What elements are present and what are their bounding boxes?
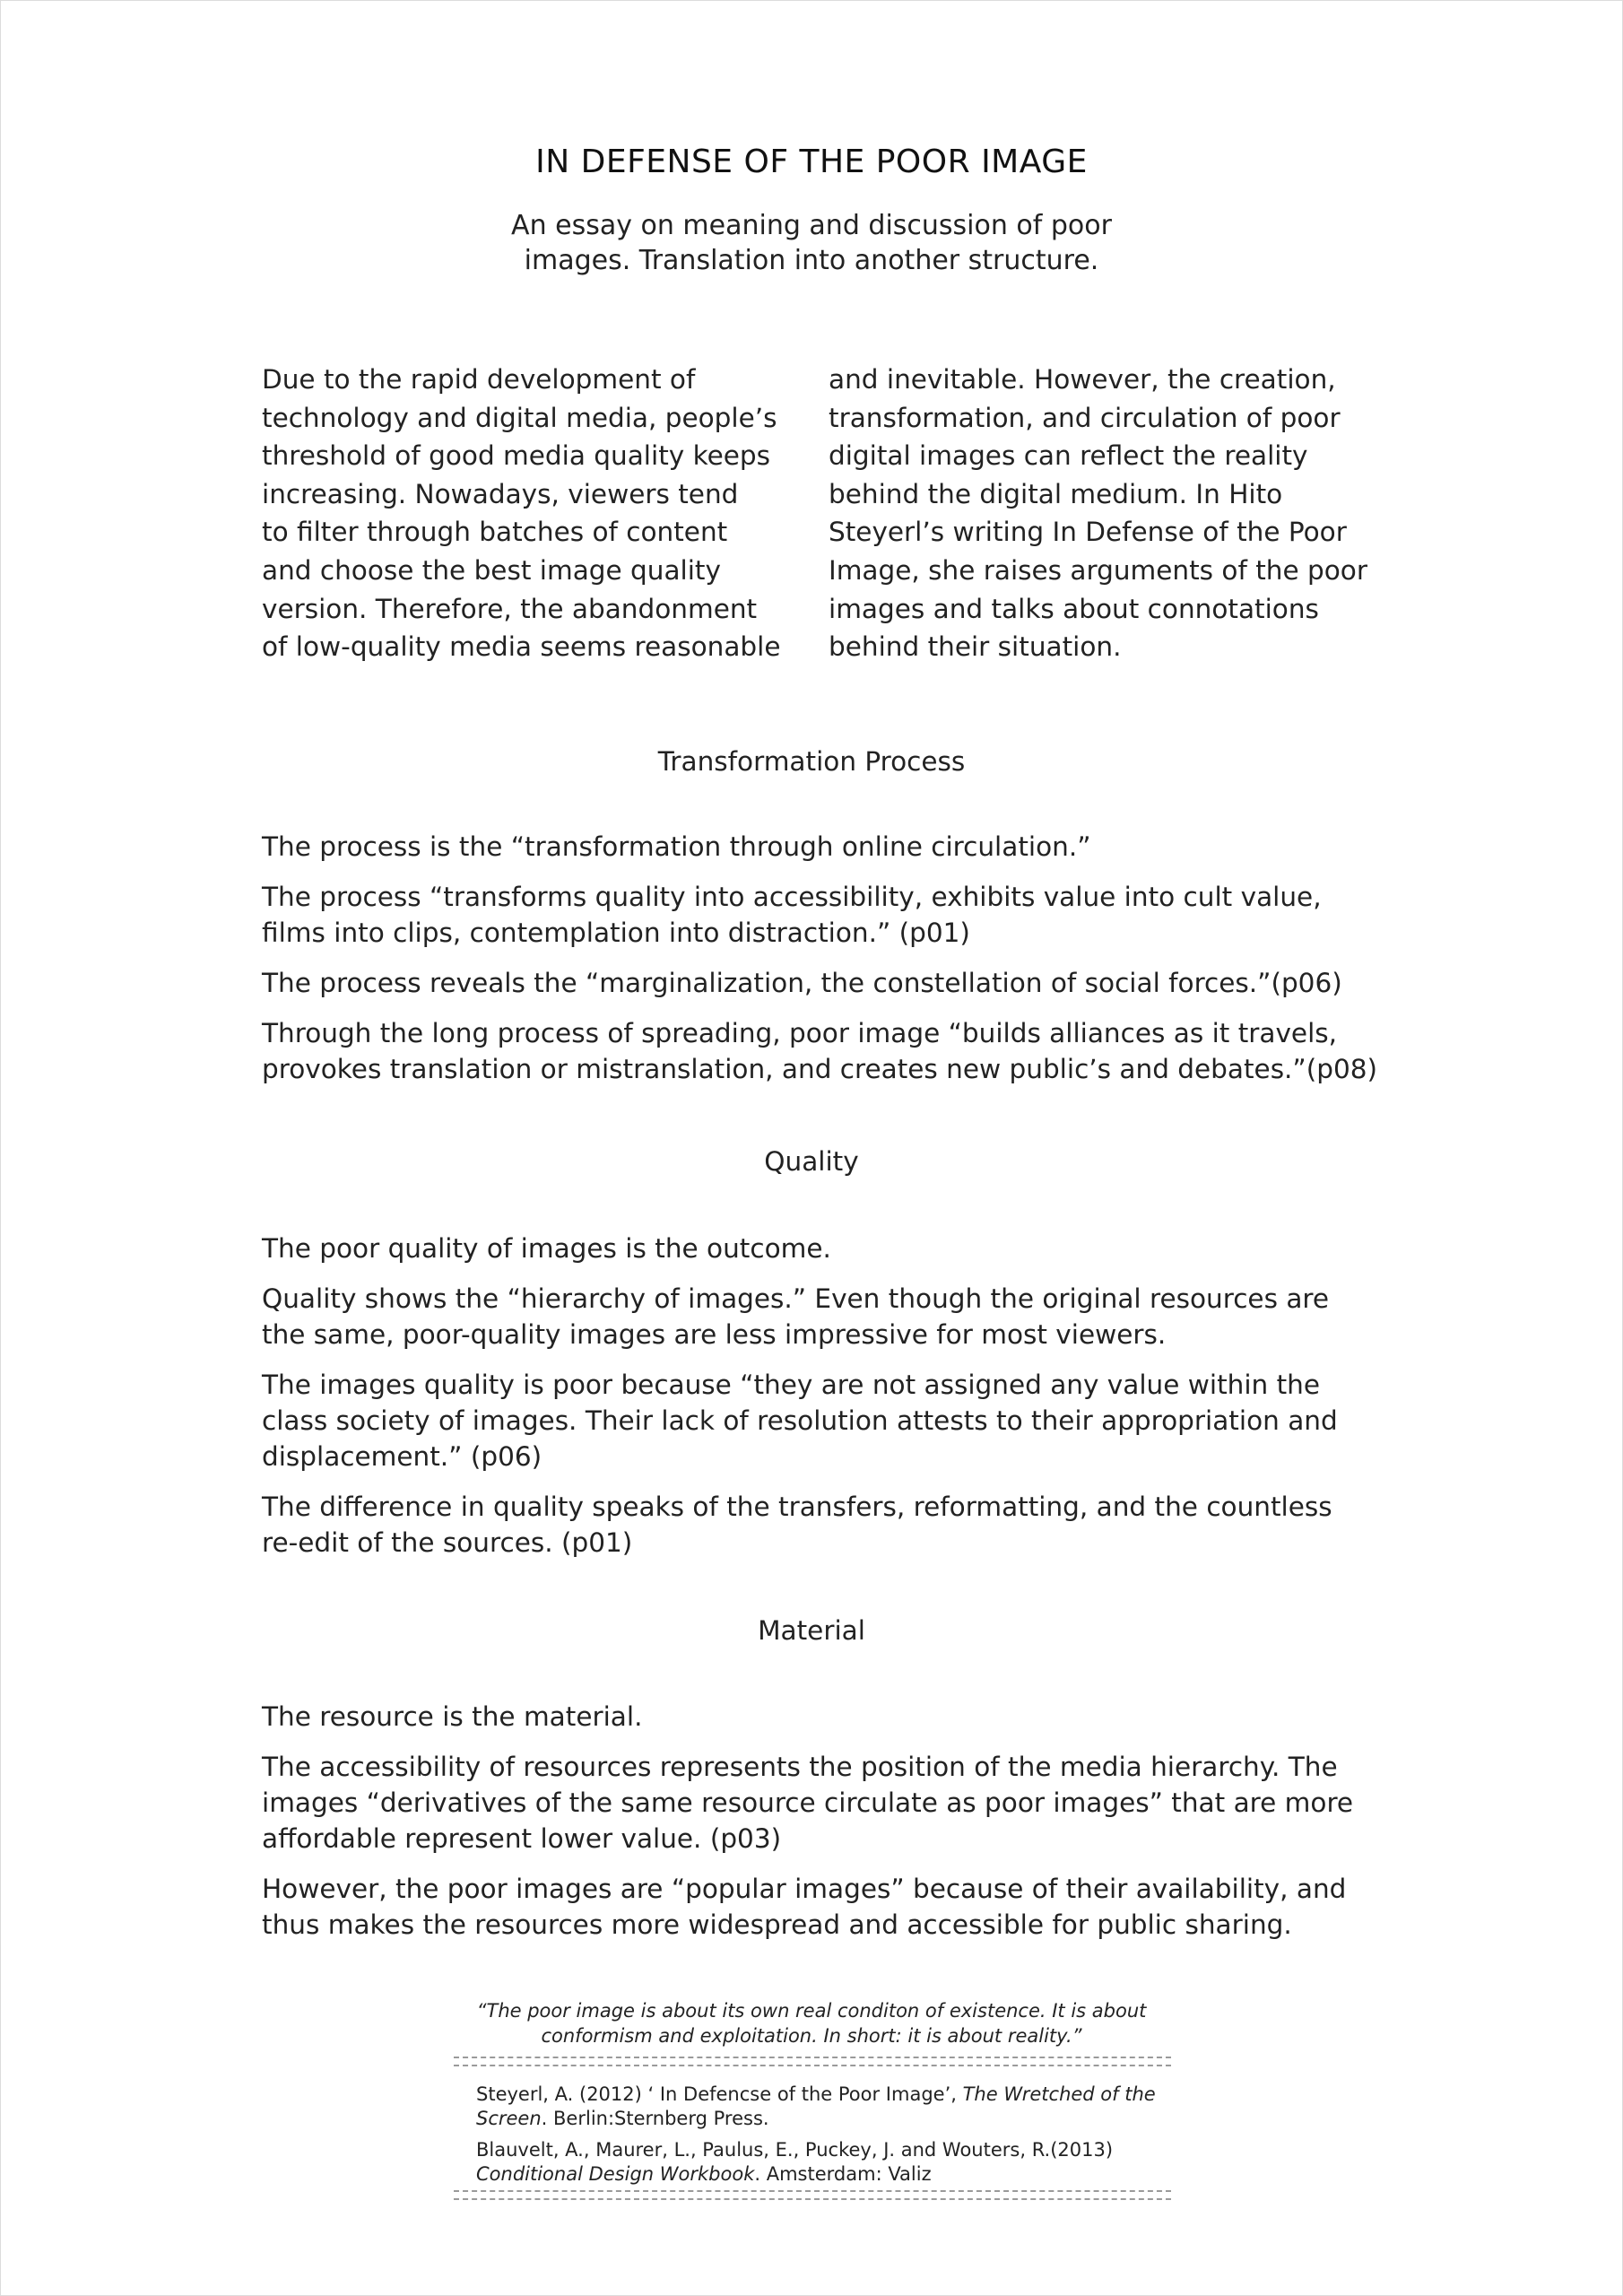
section-body-quality [262,1231,1374,1575]
references-list [476,2083,1158,2194]
dashed-divider-bottom [454,2190,1171,2200]
paragraph [262,1699,1374,1735]
paragraph-line: displacement.” (p06) [262,1441,542,1472]
paragraph-line: The resource is the material. [262,1701,643,1732]
intro-line: Due to the rapid development of [262,364,696,395]
paragraph [262,965,1374,1001]
reference-publication: Conditional Design Workbook [476,2163,755,2185]
paragraph [262,829,1374,865]
paragraph [262,1015,1377,1087]
intro-line: version. Therefore, the abandonment [262,593,758,624]
reference-text: Blauvelt, A., Maurer, L., Paulus, E., Puckey, J. and Wouters, R.(2013) [476,2139,1114,2161]
intro-line: and inevitable. However, the creation, [829,364,1336,395]
quote-line: conformism and exploitation. In short: it is about reality.” [541,2025,1082,2047]
paragraph [262,879,1374,951]
intro-line: technology and digital media, people’s [262,402,777,433]
paragraph-line: Through the long process of spreading, poor image “builds alliances as it travels, [262,1018,1338,1048]
reference-item [476,2138,1158,2187]
intro-line: threshold of good media quality keeps [262,440,771,472]
paragraph [262,1871,1374,1943]
paragraph-line: However, the poor images are “popular images” because of their availability, and [262,1874,1347,1904]
intro-line: increasing. Nowadays, viewers tend [262,478,739,509]
paragraph-line: Quality shows the “hierarchy of images.” Even though the original resources are [262,1283,1330,1314]
intro-line: images and talks about connotations [829,593,1319,624]
paragraph-line: The accessibility of resources represents the position of the media hierarchy. The [262,1752,1338,1782]
reference-text: . Berlin:Sternberg Press. [541,2108,769,2129]
paragraph [262,1749,1374,1857]
section-heading-transformation: Transformation Process [657,746,966,777]
paragraph-line: thus makes the resources more widespread and accessible for public sharing. [262,1909,1292,1940]
intro-column-right [829,361,1367,666]
paragraph [262,1231,1374,1266]
document-title: IN DEFENSE OF THE POOR IMAGE [535,144,1088,180]
paragraph-line: images “derivatives of the same resource circulate as poor images” that are more [262,1787,1354,1818]
paragraph-line: The process reveals the “marginalization, the constellation of social forces.”(p06) [262,968,1342,998]
reference-line [476,2138,1158,2162]
reference-text: . Amsterdam: Valiz [754,2163,932,2185]
paragraph-line: The poor quality of images is the outcome. [262,1233,831,1264]
paragraph-line: the same, poor-quality images are less impressive for most viewers. [262,1319,1167,1350]
reference-text: Steyerl, A. (2012) ‘ In Defencse of the Poor Image’, [476,2083,963,2105]
reference-publication: The Wretched of the [962,2083,1156,2105]
reference-publication: Screen [476,2108,542,2129]
intro-line: of low-quality media seems reasonable [262,631,781,663]
paragraph-line: The images quality is poor because “they are not assigned any value within the [262,1370,1321,1400]
intro-line: behind the digital medium. In Hito [829,478,1283,509]
subtitle-line: images. Translation into another structure. [524,245,1099,276]
intro-line: and choose the best image quality [262,554,721,586]
paragraph-line: provokes translation or mistranslation, and creates new public’s and debates.”(p08) [262,1054,1377,1084]
intro-column-left [262,361,781,666]
intro-line: to filter through batches of content [262,517,728,548]
reference-line [476,2083,1158,2107]
paragraph [262,1281,1374,1352]
intro-line: behind their situation. [829,631,1122,663]
paragraph-line: films into clips, contemplation into distraction.” (p01) [262,918,970,948]
reference-line [476,2107,1158,2131]
reference-item [476,2083,1158,2131]
intro-line: digital images can reflect the reality [829,440,1308,472]
paragraph-line: class society of images. Their lack of resolution attests to their appropriation and [262,1405,1338,1436]
closing-quote [0,1998,1623,2048]
subtitle-line: An essay on meaning and discussion of poor [511,210,1112,241]
section-heading-material: Material [758,1615,865,1646]
paragraph-line: The process “transforms quality into accessibility, exhibits value into cult value, [262,882,1322,912]
paragraph-line: re-edit of the sources. (p01) [262,1527,633,1558]
section-heading-quality: Quality [764,1146,859,1177]
section-body-transformation [262,829,1377,1101]
paragraph-line: The difference in quality speaks of the transfers, reformatting, and the countless [262,1492,1332,1522]
reference-line [476,2162,1158,2187]
paragraph-line: affordable represent lower value. (p03) [262,1823,782,1854]
dashed-divider-top [454,2057,1171,2066]
section-body-material [262,1699,1374,1957]
intro-line: Image, she raises arguments of the poor [829,554,1367,586]
quote-line: “The poor image is about its own real conditon of existence. It is about [476,2000,1147,2022]
paragraph [262,1367,1374,1474]
intro-line: transformation, and circulation of poor [829,402,1341,433]
document-subtitle [0,208,1623,278]
paragraph [262,1489,1374,1561]
intro-line: Steyerl’s writing In Defense of the Poor [829,517,1347,548]
paragraph-line: The process is the “transformation through online circulation.” [262,831,1091,862]
